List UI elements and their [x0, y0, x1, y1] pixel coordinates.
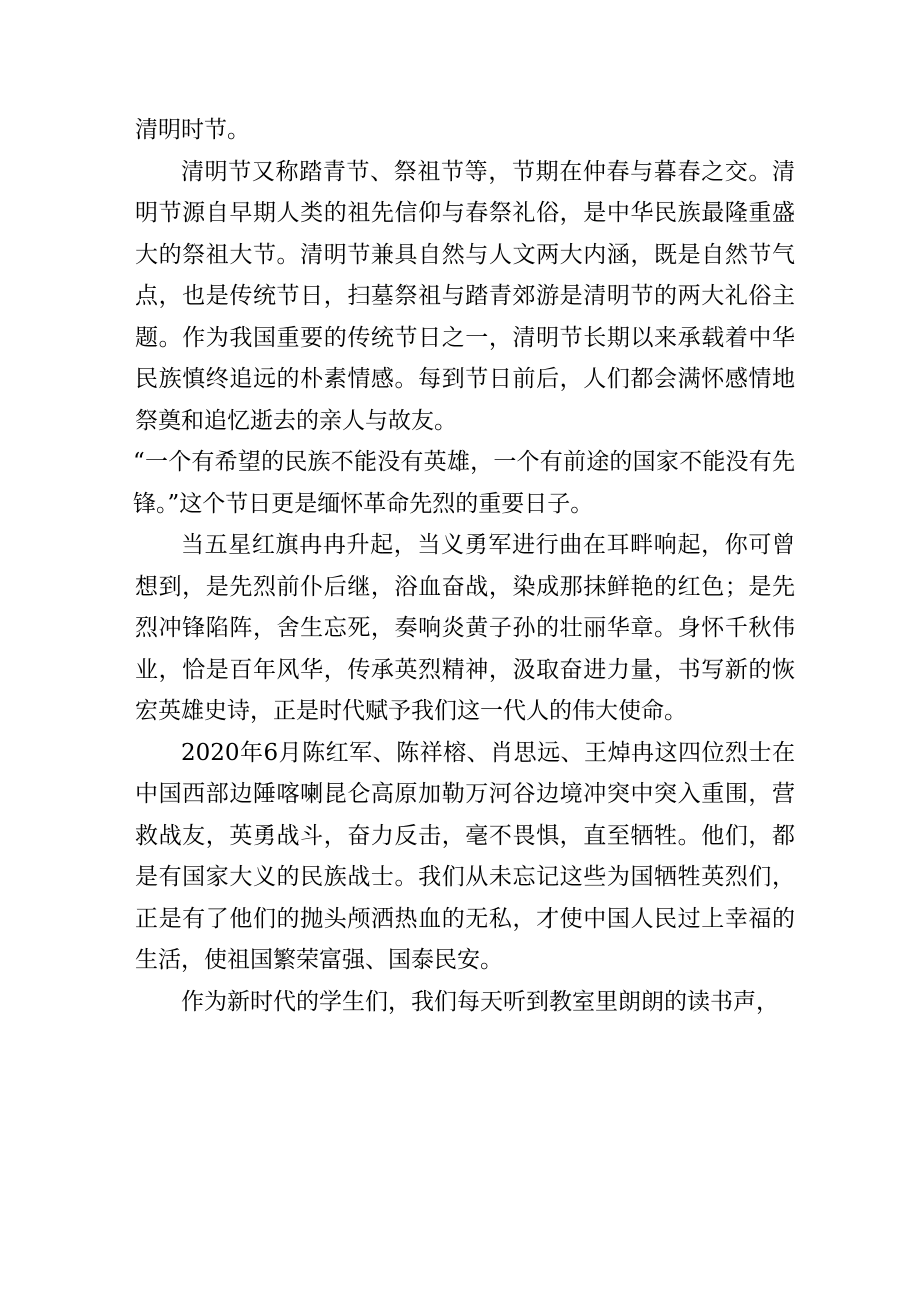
- paragraph-galwan-heroes: 2020年6月陈红军、陈祥榕、肖思远、王焯冉这四位烈士在中国西部边陲喀喇昆仑高原加勒万河谷边境冲突中突入重围，营救战友，英勇战斗，奋力反击，毫不畏惧，直至牺牲。他们，都是有国家大义的民族战士。我们从未忘记这些为国牺牲英烈们，正是有了他们的抛头颅洒热血的无私，才使中国人民过上幸福的生活，使祖国繁荣富强、国泰民安。: [135, 739, 795, 973]
- paragraph-students: 作为新时代的学生们，我们每天听到教室里朗朗的读书声，: [181, 988, 779, 1015]
- paragraph-quote: “一个有希望的民族不能没有英雄，一个有前途的国家不能没有先锋。”这个节日更是缅怀革命先烈的重要日子。: [133, 449, 795, 517]
- paragraph-martyrs-spirit: 当五星红旗冉冉升起，当义勇军进行曲在耳畔响起，你可曾想到，是先烈前仆后继，浴血奋战，染成那抹鲜艳的红色；是先烈冲锋陷阵，舍生忘死，奏响炎黄子孙的壮丽华章。身怀千秋伟业，恰是百年风华，传承英烈精神，汲取奋进力量，书写新的恢宏英雄史诗，正是时代赋予我们这一代人的伟大使命。: [135, 532, 795, 724]
- paragraph-intro-fragment: 清明时节。: [135, 117, 250, 143]
- paragraph-qingming-origin: 清明节又称踏青节、祭祖节等，节期在仲春与暮春之交。清明节源自早期人类的祖先信仰与春祭礼俗，是中华民族最隆重盛大的祭祖大节。清明节兼具自然与人文两大内涵，既是自然节气点，也是传统节日，扫墓祭祖与踏青郊游是清明节的两大礼俗主题。作为我国重要的传统节日之一，清明节长期以来承载着中华民族慎终追远的朴素情感。每到节日前后，人们都会满怀感情地祭奠和追忆逝去的亲人与故友。: [135, 158, 795, 434]
- document-body: [135, 110, 795, 1023]
